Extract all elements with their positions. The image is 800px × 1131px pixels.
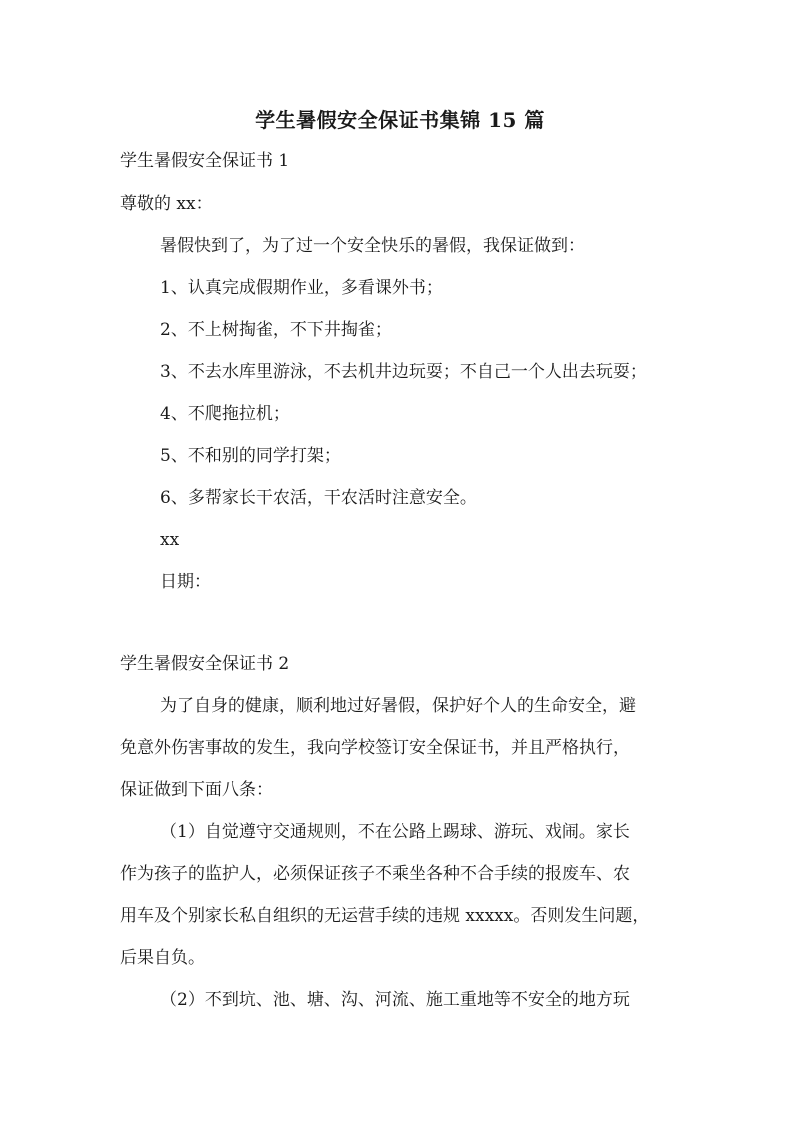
section2-paragraph-line: 免意外伤害事故的发生，我向学校签订安全保证书，并且严格执行， <box>120 738 630 758</box>
section1-signature: xx <box>160 530 180 550</box>
section1-salutation: 尊敬的 xx： <box>120 194 213 214</box>
section1-intro: 暑假快到了，为了过一个安全快乐的暑假，我保证做到： <box>160 236 585 256</box>
list-item: 1、认真完成假期作业，多看课外书； <box>160 278 443 298</box>
section2-item1-line: 作为孩子的监护人，必须保证孩子不乘坐各种不合手续的报废车、农 <box>120 864 630 884</box>
list-item: 6、多帮家长干农活，干农活时注意安全。 <box>160 488 477 508</box>
section2-item1-line: 后果自负。 <box>120 948 205 968</box>
section2-item1-line: 用车及个别家长私自组织的无运营手续的违规 xxxxx。否则发生问题， <box>120 906 650 926</box>
section1-heading: 学生暑假安全保证书 1 <box>120 151 290 171</box>
section1-date-label: 日期： <box>160 572 211 592</box>
section2-item2-line: （2）不到坑、池、塘、沟、河流、施工重地等不安全的地方玩 <box>160 990 630 1010</box>
list-item: 4、不爬拖拉机； <box>160 404 290 424</box>
list-item: 3、不去水库里游泳，不去机井边玩耍；不自己一个人出去玩耍； <box>160 362 647 382</box>
list-item: 2、不上树掏雀，不下井掏雀； <box>160 320 392 340</box>
list-item: 5、不和别的同学打架； <box>160 446 341 466</box>
document-title: 学生暑假安全保证书集锦 15 篇 <box>255 108 545 132</box>
section2-item1-line: （1）自觉遵守交通规则，不在公路上踢球、游玩、戏闹。家长 <box>160 822 630 842</box>
section2-paragraph-line: 保证做到下面八条： <box>120 780 273 800</box>
section2-paragraph-line: 为了自身的健康，顺利地过好暑假，保护好个人的生命安全，避 <box>160 696 636 716</box>
section2-heading: 学生暑假安全保证书 2 <box>120 654 290 674</box>
